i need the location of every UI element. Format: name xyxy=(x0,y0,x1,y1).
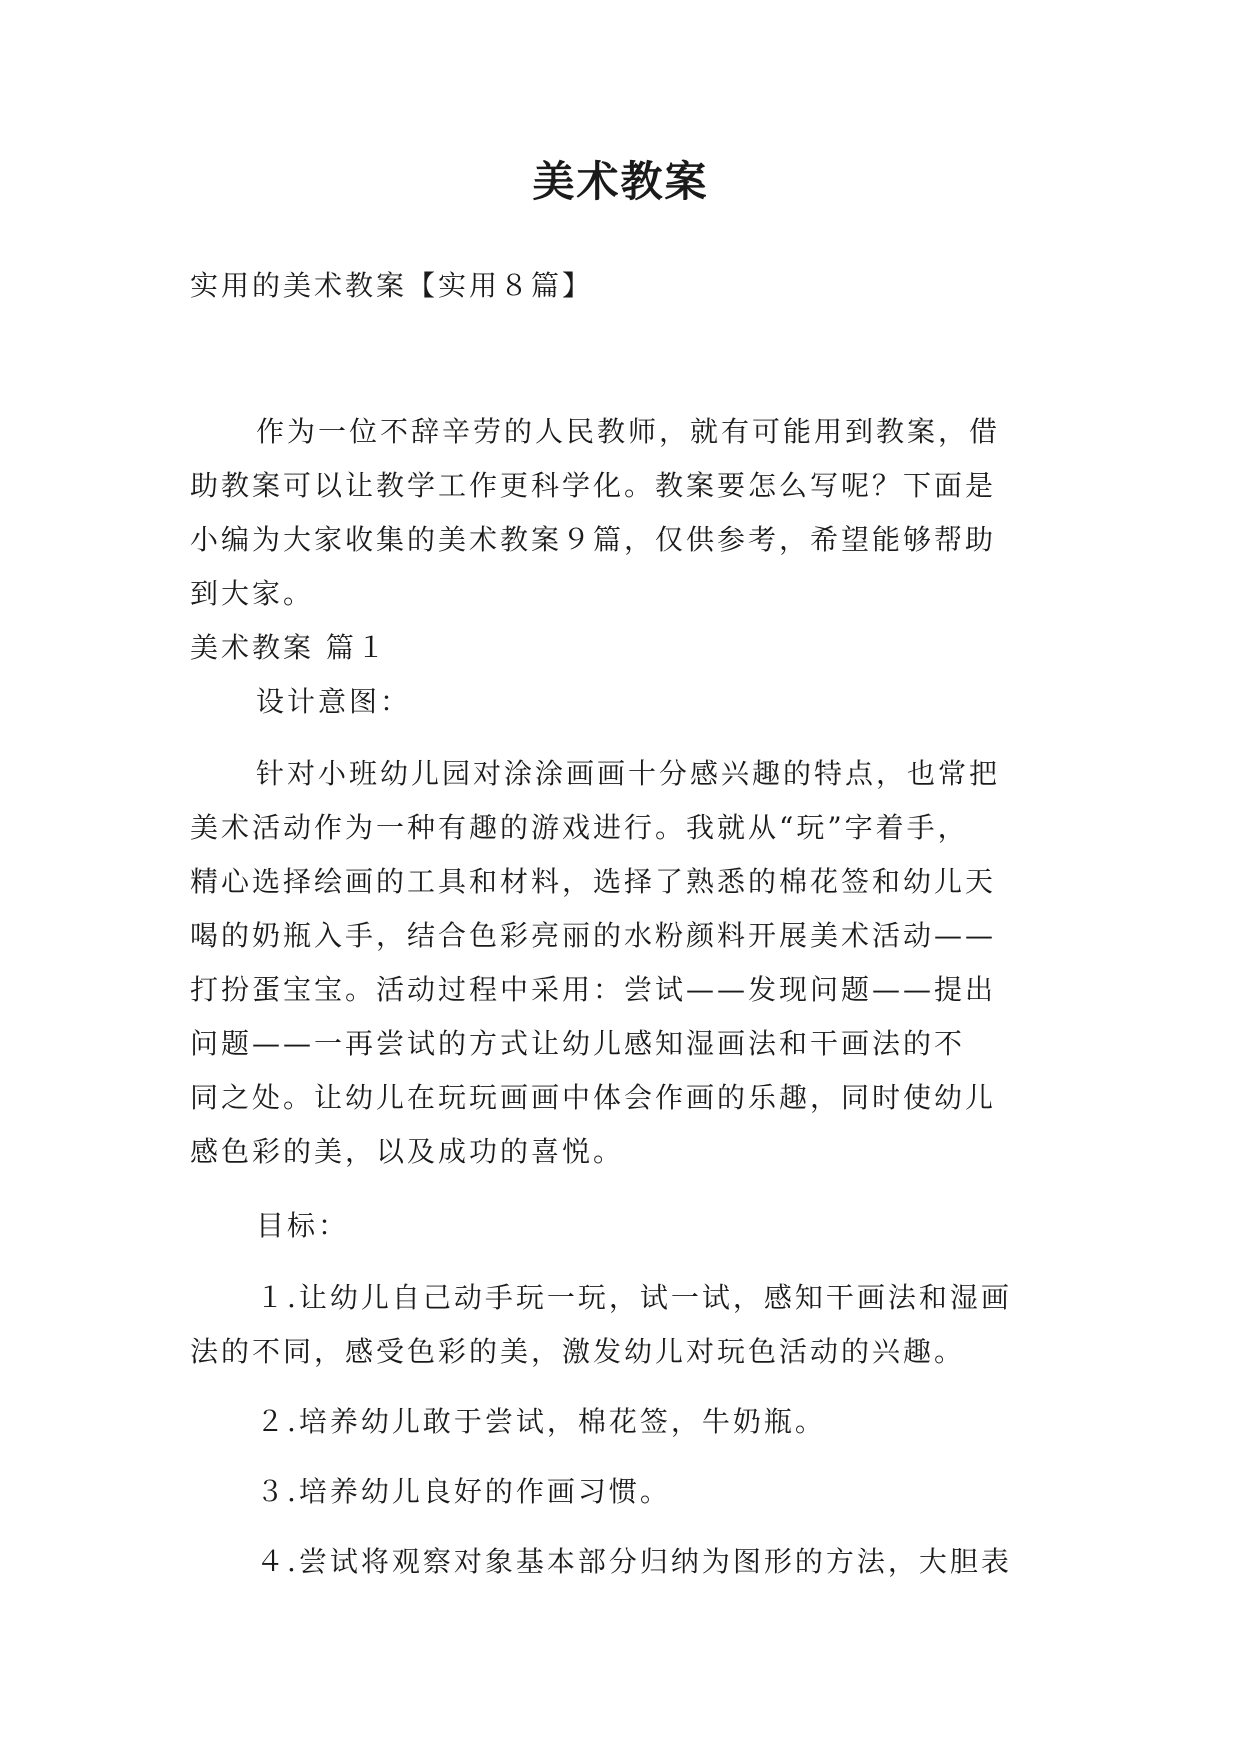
document-title: 美术教案 xyxy=(532,157,709,206)
goals-label: 目标： xyxy=(256,1209,350,1242)
section-heading: 美术教案 篇１ xyxy=(190,631,388,664)
goal-3: ３.培养幼儿良好的作画习惯。 xyxy=(256,1475,671,1508)
goal-2: ２.培养幼儿敢于尝试，棉花签，牛奶瓶。 xyxy=(256,1405,826,1438)
goal-1-line: 法的不同，感受色彩的美，激发幼儿对玩色活动的兴趣。 xyxy=(190,1335,966,1368)
intro-line: 助教案可以让教学工作更科学化。教案要怎么写呢？下面是 xyxy=(190,469,997,502)
goal-4: ４.尝试将观察对象基本部分归纳为图形的方法，大胆表 xyxy=(256,1545,1012,1578)
design-text-line: 针对小班幼儿园对涂涂画画十分感兴趣的特点，也常把 xyxy=(256,757,1001,790)
design-label: 设计意图： xyxy=(256,685,412,718)
document-subtitle: 实用的美术教案【实用８篇】 xyxy=(190,269,594,302)
goal-1-line: １.让幼儿自己动手玩一玩，试一试，感知干画法和湿画 xyxy=(256,1281,1012,1314)
design-text-line: 感色彩的美，以及成功的喜悦。 xyxy=(190,1135,625,1168)
intro-line: 小编为大家收集的美术教案９篇，仅供参考，希望能够帮助 xyxy=(190,523,997,556)
design-text-line: 同之处。让幼儿在玩玩画画中体会作画的乐趣，同时使幼儿 xyxy=(190,1081,997,1114)
intro-line: 到大家。 xyxy=(190,577,315,610)
design-text-line: 喝的奶瓶入手，结合色彩亮丽的水粉颜料开展美术活动—— xyxy=(190,919,997,952)
design-text-line: 美术活动作为一种有趣的游戏进行。我就从“玩”字着手， xyxy=(190,811,969,844)
design-text-line: 问题——一再尝试的方式让幼儿感知湿画法和干画法的不 xyxy=(190,1027,966,1060)
design-text-line: 打扮蛋宝宝。活动过程中采用：尝试——发现问题——提出 xyxy=(190,973,997,1006)
intro-line: 作为一位不辞辛劳的人民教师，就有可能用到教案，借 xyxy=(256,415,1001,448)
design-text-line: 精心选择绘画的工具和材料，选择了熟悉的棉花签和幼儿天 xyxy=(190,865,997,898)
